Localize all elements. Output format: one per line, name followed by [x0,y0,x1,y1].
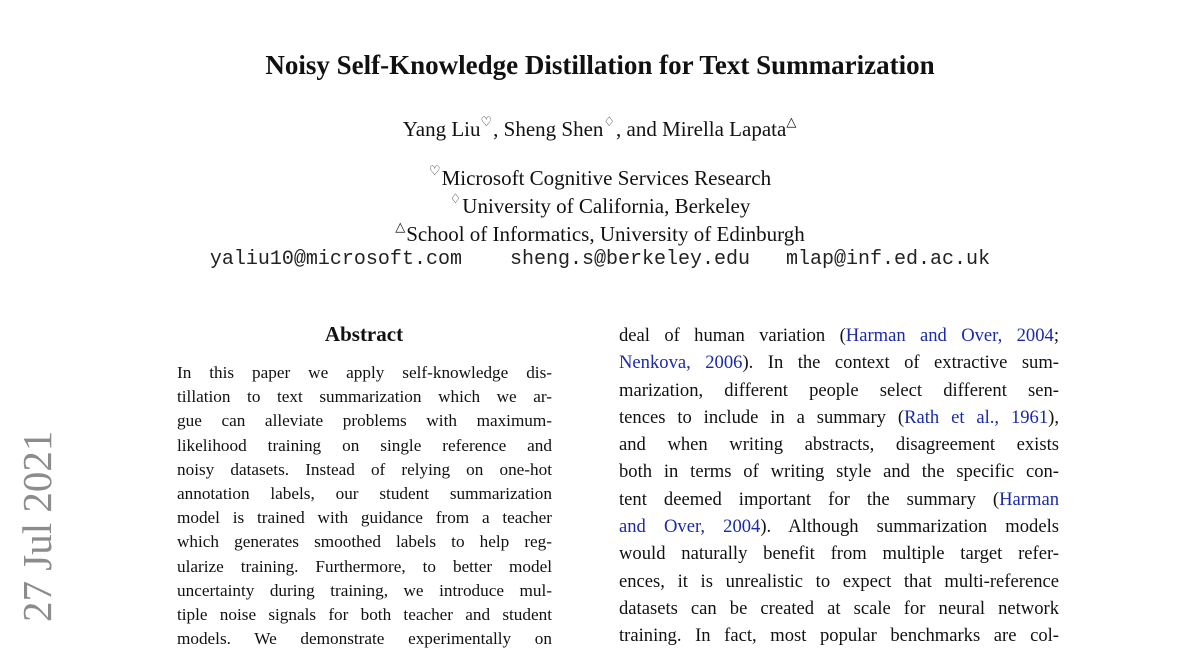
email: mlap@inf.ed.ac.uk [786,248,991,271]
email: sheng.s@berkeley.edu [509,248,751,271]
author-list: Yang Liu♡, Sheng Shen♢, and Mirella Lapata△ [402,114,797,141]
citation-link[interactable]: Harman [999,488,1059,510]
abstract-text [177,361,552,651]
abstract-line: gue can alleviate problems with maximum- [177,411,552,431]
abstract-line: models. We demonstrate experimentally on [177,629,552,649]
citation-link[interactable]: and Over, 2004 [619,516,761,538]
triangle-mark: △ [395,219,406,234]
diamond-mark: ♢ [603,114,616,129]
affiliation: ♢University of California, Berkeley [449,191,751,218]
body-line [619,458,1059,485]
citation-link[interactable]: Nenkova, 2006 [619,352,743,374]
citation-link[interactable]: Rath et al., 1961 [904,406,1049,428]
citation-link[interactable]: Harman and Over, 2004 [845,325,1054,346]
body-line [619,431,1059,458]
email: yaliu10@microsoft.com [209,248,462,271]
author: Mirella Lapata△ [662,114,797,141]
abstract-line: model is trained with guidance from a teacher [177,508,552,528]
abstract-line: ularize training. Furthermore, to better model [177,556,552,576]
body-text: ), [1048,406,1059,428]
abstract-line: tillation to text summarization which we ar- [177,387,552,407]
abstract-line: In this paper we apply self-knowledge dis- [177,363,552,382]
body-text: ). Although summarization models [760,516,1059,538]
body-line [619,404,1059,431]
body-line [619,486,1059,513]
abstract-line: tiple noise signals for both teacher and student [177,605,552,625]
body-text: ences, it is unrealistic to expect that multi-reference [619,570,1059,592]
body-text: marization, different people select different sen- [619,379,1059,401]
affiliation: ♡Microsoft Cognitive Services Research [428,163,772,190]
body-line [619,513,1059,540]
abstract-line: which generates smoothed labels to help reg- [177,532,552,552]
body-text: both in terms of writing style and the specific con- [619,461,1059,483]
paper-title: Noisy Self-Knowledge Distillation for Text Summarization [265,50,935,80]
body-text: tences to include in a summary ( [619,406,905,428]
diamond-mark: ♢ [449,191,462,206]
body-line [619,568,1059,595]
arxiv-date-stamp: 27 Jul 2021 [14,430,60,622]
body-line [619,377,1059,404]
author: Sheng Shen♢ [503,114,616,141]
abstract-line: annotation labels, our student summarization [177,484,552,504]
body-text: ). In the context of extractive sum- [742,352,1060,374]
body-text: deal of human variation ( [619,325,846,346]
body-line [619,595,1059,622]
body-text: training. In fact, most popular benchmarks are col- [619,625,1059,647]
body-text-right-column [619,322,1059,650]
body-text: and when writing abstracts, disagreement exists [619,434,1059,456]
body-text: tent deemed important for the summary ( [619,488,1000,510]
body-line [619,540,1059,567]
heart-mark: ♡ [480,114,493,129]
body-text: would naturally benefit from multiple target refer- [619,543,1059,565]
body-line [619,622,1059,649]
body-line [619,349,1059,376]
triangle-mark: △ [786,114,797,129]
body-line [619,322,1059,349]
affiliation: △School of Informatics, University of Edinburgh [395,219,805,246]
abstract-line: uncertainty during training, we introduce mul- [177,580,552,600]
abstract-line: noisy datasets. Instead of relying on one-hot [177,459,552,479]
body-text: ; [1053,325,1059,346]
email-list [0,246,1200,274]
abstract-line: likelihood training on single reference and [177,435,552,455]
abstract-heading: Abstract [324,322,404,346]
body-text: datasets can be created at scale for neural network [619,597,1059,619]
heart-mark: ♡ [428,163,441,178]
author: Yang Liu♡ [402,114,493,141]
